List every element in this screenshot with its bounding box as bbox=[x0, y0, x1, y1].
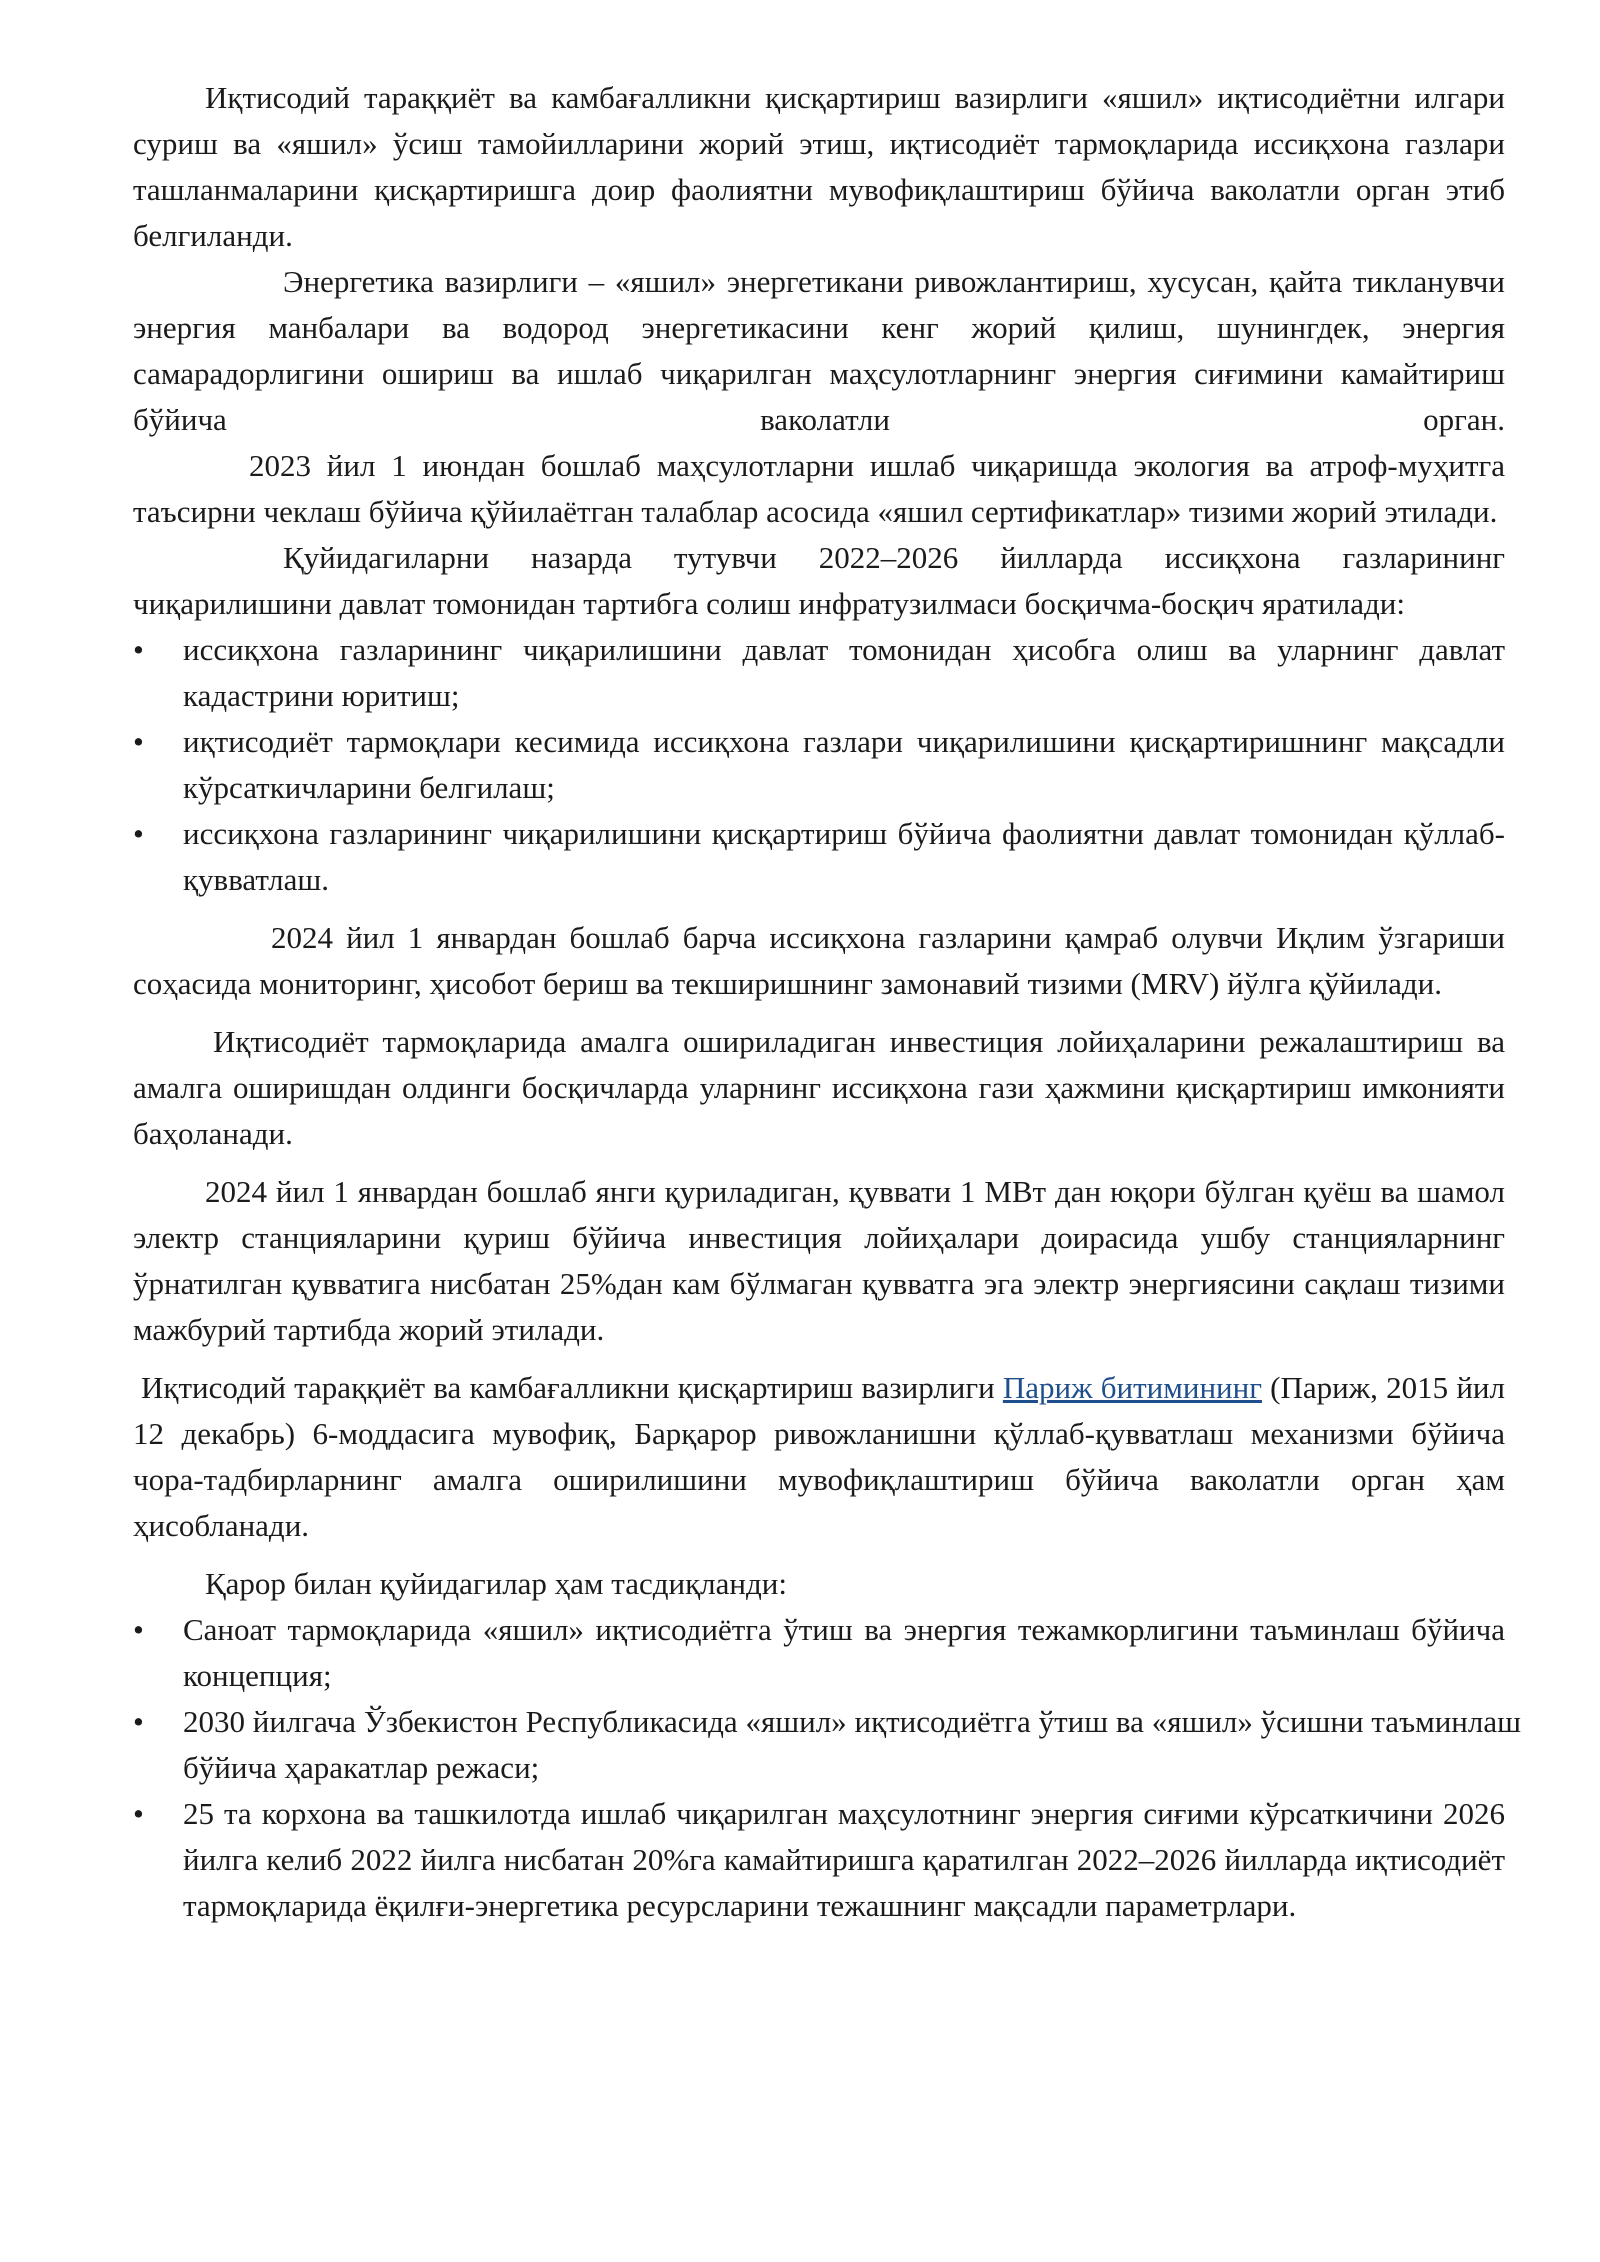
list-item bbox=[133, 811, 1505, 903]
list-item-text: 25 та корхона ва ташкилотда ишлаб чиқарилган маҳсулотнинг энергия сиғими кўрсаткичини 2026 йилга келиб 2022 йилга нисбатан 20%га камайтиришга қаратилган 2022–2026 йилларда иқтисодиёт тармоқларида ёқилғи-энергетика ресурсларини тежашнинг мақсадли параметрлари. bbox=[183, 1796, 1505, 1923]
list-item-text: 2030 йилгача Ўзбекистон Республикасида «яшил» иқтисодиётга ўтиш ва «яшил» ўсишни таъминлаш бўйича ҳаракатлар режаси; bbox=[183, 1704, 1521, 1785]
bullet-icon: • bbox=[133, 1704, 144, 1739]
list-item-text: иқтисодиёт тармоқлари кесимида иссиқхона газлари чиқарилишини қисқартиришнинг мақсадли кўрсаткичларини белгилаш; bbox=[183, 724, 1505, 805]
paragraph-approved-intro: Қарор билан қуйидагилар ҳам тасдиқланди: bbox=[205, 1566, 787, 1601]
paragraph-infrastructure-intro: Қуйидагиларни назарда тутувчи 2022–2026 йилларда иссиқхона газларининг чиқарилишини давлат томонидан тартибга солиш инфратузилмаси босқичма-босқич яратилади: bbox=[133, 540, 1505, 621]
document-body bbox=[133, 75, 1521, 1929]
paragraph-paris-agreement bbox=[133, 1365, 1505, 1549]
bullet-icon: • bbox=[133, 1796, 144, 1831]
infrastructure-list bbox=[133, 627, 1505, 903]
list-item bbox=[133, 627, 1505, 719]
list-item-text: иссиқхона газларининг чиқарилишини қисқартириш бўйича фаолиятни давлат томонидан қўллаб-қувватлаш. bbox=[183, 816, 1505, 897]
bullet-icon: • bbox=[133, 632, 144, 667]
paragraph-investment-projects: Иқтисодиёт тармоқларида амалга ошириладиган инвестиция лойиҳаларини режалаштириш ва амалга оширишдан олдинги босқичларда уларнинг иссиқхона гази ҳажмини қисқартириш имконияти баҳоланади. bbox=[133, 1024, 1505, 1151]
bullet-icon: • bbox=[133, 1612, 144, 1647]
approved-documents-list bbox=[133, 1607, 1521, 1929]
list-item bbox=[133, 719, 1505, 811]
paragraph-ministry-energy: Энергетика вазирлиги – «яшил» энергетикани ривожлантириш, хусусан, қайта тикланувчи энергия манбалари ва водород энергетикасини кенг жорий қилиш, шунингдек, энергия самарадорлигини ошириш ва ишлаб чиқарилган маҳсулотларнинг энергия сиғимини камайтириш бўйича ваколатли орган. bbox=[133, 264, 1505, 437]
list-item-text: иссиқхона газларининг чиқарилишини давлат томонидан ҳисобга олиш ва уларнинг давлат кадастрини юритиш; bbox=[183, 632, 1505, 713]
paris-paragraph-text-after: (Париж, 2015 йил 12 декабрь) 6-моддасига мувофиқ, Барқарор ривожланишни қўллаб-қувватлаш механизми бўйича чора-тадбирларнинг амалга оширилишини мувофиқлаштириш бўйича ваколатли орган ҳам ҳисобланади. bbox=[133, 1370, 1505, 1543]
list-item bbox=[133, 1699, 1521, 1791]
list-item bbox=[133, 1607, 1505, 1699]
paragraph-ministry-economy: Иқтисодий тараққиёт ва камбағалликни қисқартириш вазирлиги «яшил» иқтисодиётни илгари суриш ва «яшил» ўсиш тамойилларини жорий этиш, иқтисодиёт тармоқларида иссиқхона газлари ташланмаларини қисқартиришга доир фаолиятни мувофиқлаштириш бўйича ваколатли орган этиб белгиланди. bbox=[133, 80, 1505, 253]
paris-paragraph-text-before: Иқтисодий тараққиёт ва камбағалликни қисқартириш вазирлиги bbox=[141, 1370, 1003, 1405]
list-item bbox=[133, 1791, 1505, 1929]
paragraph-green-certificates: 2023 йил 1 июндан бошлаб маҳсулотларни ишлаб чиқаришда экология ва атроф-муҳитга таъсирни чеклаш бўйича қўйилаётган талаблар асосида «яшил сертификатлар» тизими жорий этилади. bbox=[133, 448, 1505, 529]
list-item-text: Саноат тармоқларида «яшил» иқтисодиётга ўтиш ва энергия тежамкорлигини таъминлаш бўйича концепция; bbox=[183, 1612, 1505, 1693]
paragraph-energy-storage: 2024 йил 1 январдан бошлаб янги қуриладиган, қуввати 1 МВт дан юқори бўлган қуёш ва шамол электр станцияларини қуриш бўйича инвестиция лойиҳалари доирасида ушбу станцияларнинг ўрнатилган қувватига нисбатан 25%дан кам бўлмаган қувватга эга электр энергиясини сақлаш тизими мажбурий тартибда жорий этилади. bbox=[133, 1174, 1505, 1347]
paragraph-mrv-system: 2024 йил 1 январдан бошлаб барча иссиқхона газларини қамраб олувчи Иқлим ўзгариши соҳасида мониторинг, ҳисобот бериш ва текширишнинг замонавий тизими (MRV) йўлга қўйилади. bbox=[133, 920, 1505, 1001]
paris-agreement-link[interactable]: Париж битимининг bbox=[1002, 1370, 1262, 1405]
bullet-icon: • bbox=[133, 816, 144, 851]
bullet-icon: • bbox=[133, 724, 144, 759]
